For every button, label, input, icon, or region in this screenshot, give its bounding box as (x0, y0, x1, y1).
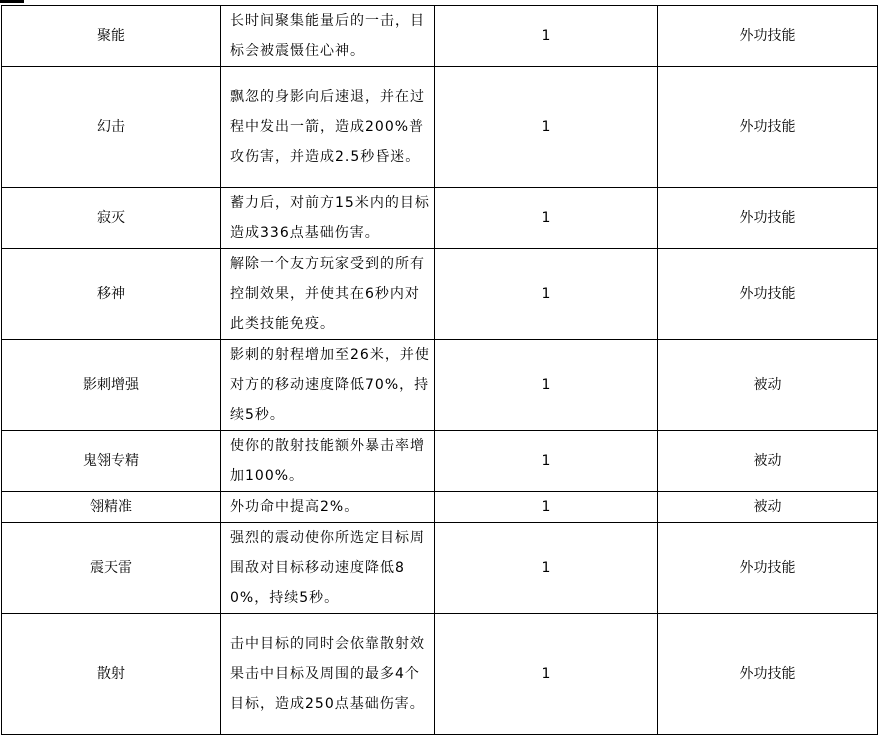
skill-type: 被动 (658, 492, 878, 523)
table-row (2, 249, 878, 340)
skill-name: 震天雷 (2, 523, 221, 614)
skill-level: 1 (435, 249, 658, 340)
skill-description: 使你的散射技能额外暴击率增加100%。 (221, 431, 435, 492)
skill-description: 蓄力后，对前方15米内的目标造成336点基础伤害。 (221, 188, 435, 249)
table-row (2, 523, 878, 614)
skill-description: 击中目标的同时会依靠散射效果击中目标及周围的最多4个目标，造成250点基础伤害。 (221, 614, 435, 735)
skill-level: 1 (435, 6, 658, 67)
skill-description: 影刺的射程增加至26米，并使对方的移动速度降低70%，持续5秒。 (221, 340, 435, 431)
skill-description: 长时间聚集能量后的一击，目标会被震慑住心神。 (221, 6, 435, 67)
skill-name: 影刺增强 (2, 340, 221, 431)
skill-type: 外功技能 (658, 67, 878, 188)
skill-name: 翎精准 (2, 492, 221, 523)
skill-level: 1 (435, 188, 658, 249)
skill-type: 被动 (658, 431, 878, 492)
skill-type: 外功技能 (658, 523, 878, 614)
skill-level: 1 (435, 523, 658, 614)
skill-level: 1 (435, 67, 658, 188)
skill-level: 1 (435, 340, 658, 431)
skill-type: 被动 (658, 340, 878, 431)
table-row (2, 67, 878, 188)
skill-level: 1 (435, 492, 658, 523)
table-row (2, 340, 878, 431)
table-row (2, 614, 878, 735)
skill-table (1, 5, 878, 735)
skill-type: 外功技能 (658, 614, 878, 735)
table-row (2, 6, 878, 67)
table-row (2, 431, 878, 492)
table-row (2, 188, 878, 249)
top-edge-mark (0, 0, 24, 3)
skill-description: 外功命中提高2%。 (221, 492, 435, 523)
skill-name: 寂灭 (2, 188, 221, 249)
skill-name: 聚能 (2, 6, 221, 67)
skill-name: 移神 (2, 249, 221, 340)
skill-type: 外功技能 (658, 188, 878, 249)
skill-description: 飘忽的身影向后速退，并在过程中发出一箭，造成200%普攻伤害，并造成2.5秒昏迷。 (221, 67, 435, 188)
skill-level: 1 (435, 614, 658, 735)
skill-level: 1 (435, 431, 658, 492)
skill-name: 幻击 (2, 67, 221, 188)
skill-description: 强烈的震动使你所选定目标周围敌对目标移动速度降低80%，持续5秒。 (221, 523, 435, 614)
skill-type: 外功技能 (658, 6, 878, 67)
skill-name: 散射 (2, 614, 221, 735)
skill-name: 鬼翎专精 (2, 431, 221, 492)
skill-description: 解除一个友方玩家受到的所有控制效果，并使其在6秒内对此类技能免疫。 (221, 249, 435, 340)
skill-type: 外功技能 (658, 249, 878, 340)
table-row (2, 492, 878, 523)
